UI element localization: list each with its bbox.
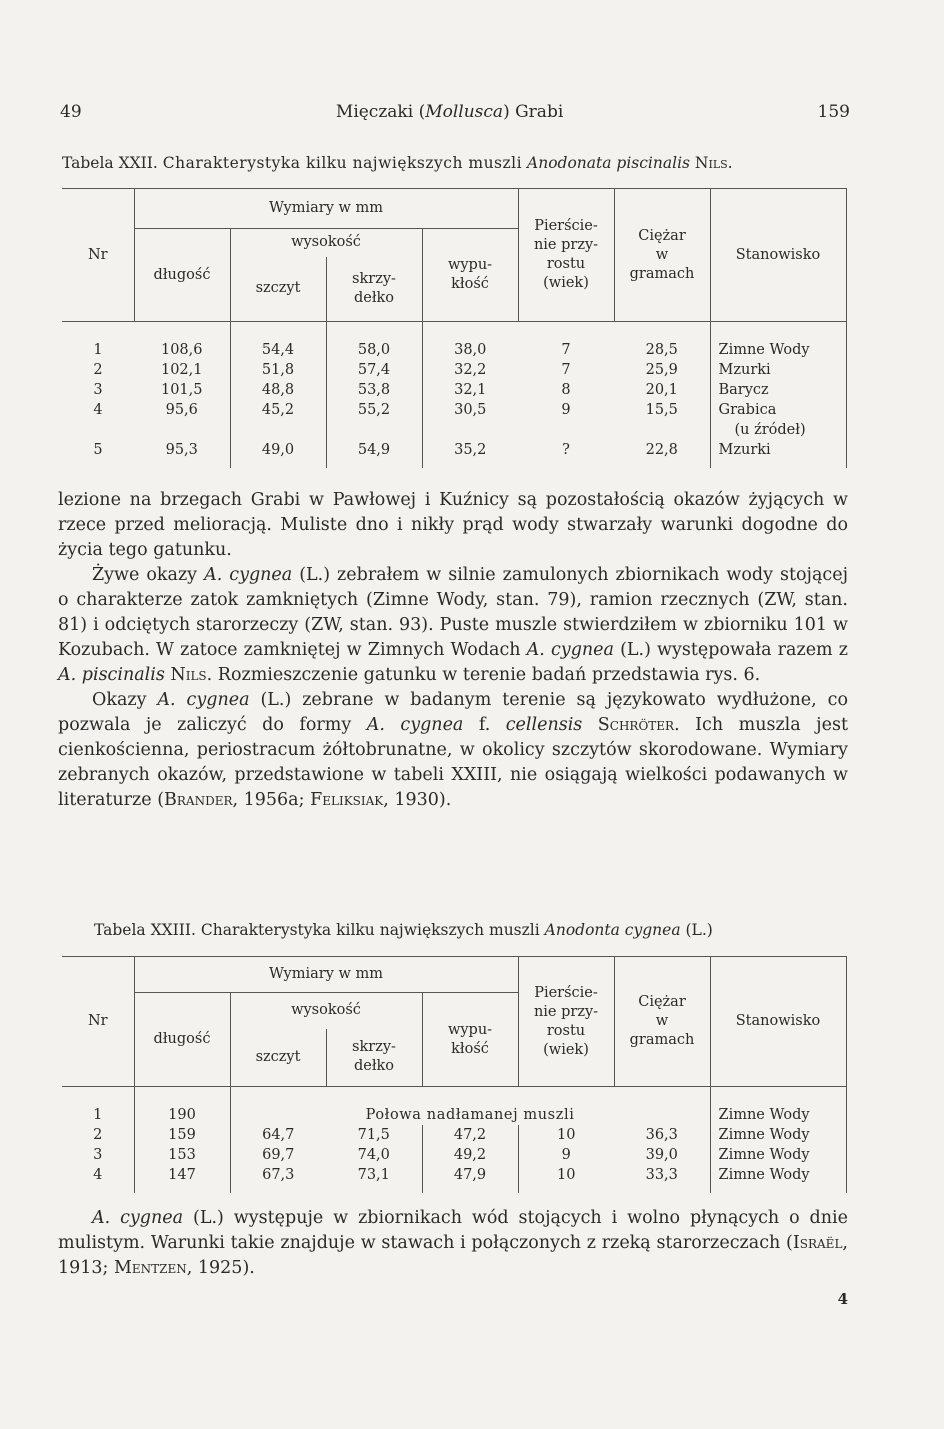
t2-r1-dlugosc: 190 xyxy=(134,1087,230,1126)
t1-h-skrzydelko: skrzy- dełko xyxy=(326,257,422,322)
table-row xyxy=(62,400,846,420)
t1-cell-ciezar xyxy=(614,420,710,440)
t2-cell-stanowisko: Zimne Wody xyxy=(710,1125,846,1145)
t1-cell-ciezar: 22,8 xyxy=(645,442,678,458)
table1-caption xyxy=(62,154,733,172)
signature-mark: 4 xyxy=(837,1290,848,1308)
t1-cell-dlugosc: 95,6 xyxy=(165,402,198,418)
t1-h-szczyt: szczyt xyxy=(230,257,326,322)
t2-cell-dlugosc: 153 xyxy=(134,1145,230,1165)
t1-h-ciezar: Ciężar w gramach xyxy=(614,189,710,322)
t1-cell-wypuklosc: 30,5 xyxy=(422,400,518,420)
t1-cell-wypuklosc: 32,1 xyxy=(422,380,518,400)
table2-caption-label: Tabela XXIII. xyxy=(94,921,196,939)
t1-cell-szczyt: 45,2 xyxy=(230,400,326,420)
t2-cell-wypuklosc: 47,2 xyxy=(422,1125,518,1145)
t1-cell-szczyt: 49,0 xyxy=(230,440,326,468)
t2-h-wypuklosc: wypu- kłość xyxy=(422,993,518,1087)
t1-cell-wypuklosc: 32,2 xyxy=(422,360,518,380)
t2-h-pierscienie: Pierście- nie przy- rostu (wiek) xyxy=(518,957,614,1087)
t2-h-skrzydelko: skrzy- dełko xyxy=(326,1029,422,1087)
table1-body xyxy=(62,322,846,469)
t1-cell-skrzydelko: 53,8 xyxy=(326,380,422,400)
t2-cell-ciezar: 33,3 xyxy=(645,1167,678,1183)
t2-cell-nr: 4 xyxy=(93,1167,103,1183)
t1-cell-nr: 2 xyxy=(93,362,103,378)
t1-cell-ciezar: 15,5 xyxy=(645,402,678,418)
table-row xyxy=(62,1125,846,1145)
paragraph-2: Żywe okazy A. cygnea (L.) zebrałem w silnie zamulonych zbiornikach wody stojącej o charakterze zatok zamkniętych (Zimne Wody, stan. 79), ramion rzecznych (ZW, stan. 81) i odciętych starorzeczy (ZW, stan. 93). Puste muszle stwierdziłem w zbiorniku 101 w Kozubach. W zatoce zamkniętej w Zimnych Wodach A. cygnea (L.) występowała razem z A. piscinalis Nils. Rozmieszczenie gatunku w terenie badań przedstawia rys. 6. xyxy=(58,565,849,685)
t2-cell-wypuklosc: 47,9 xyxy=(422,1165,518,1193)
body-text-2 xyxy=(58,1206,848,1281)
t1-cell-pierscienie: 8 xyxy=(561,382,571,398)
t1-cell-stanowisko: Barycz xyxy=(710,380,846,400)
t1-cell-ciezar: 20,1 xyxy=(645,382,678,398)
t2-cell-szczyt: 67,3 xyxy=(230,1165,326,1193)
t1-cell-dlugosc: 101,5 xyxy=(160,382,203,398)
table1-caption-author: Nils. xyxy=(694,154,733,172)
t1-cell-stanowisko: (u źródeł) xyxy=(710,420,846,440)
t1-h-dlugosc: długość xyxy=(134,229,230,322)
table-row xyxy=(62,440,846,468)
t2-cell-ciezar: 36,3 xyxy=(645,1127,678,1143)
table1-caption-label: Tabela XXII. xyxy=(62,154,158,172)
t1-cell-pierscienie: 9 xyxy=(561,402,571,418)
t1-cell-szczyt: 48,8 xyxy=(230,380,326,400)
t2-cell-nr: 2 xyxy=(93,1127,103,1143)
t1-cell-nr: 3 xyxy=(93,382,103,398)
t2-h-wysokosc: wysokość xyxy=(230,993,422,1029)
t1-cell-wypuklosc: 35,2 xyxy=(422,440,518,468)
t1-cell-szczyt: 51,8 xyxy=(230,360,326,380)
t2-cell-szczyt: 64,7 xyxy=(230,1125,326,1145)
t2-h-nr: Nr xyxy=(62,957,134,1087)
t2-cell-skrzydelko: 73,1 xyxy=(357,1167,390,1183)
t1-cell-nr: 5 xyxy=(93,442,103,458)
body-text-1 xyxy=(58,488,848,813)
table-row xyxy=(62,420,846,440)
t1-cell-dlugosc: 102,1 xyxy=(160,362,203,378)
table2-caption xyxy=(94,921,713,939)
t1-cell-dlugosc: 95,3 xyxy=(165,442,198,458)
t1-cell-pierscienie: 7 xyxy=(561,342,571,358)
t2-r1-note: Połowa nadłamanej muszli xyxy=(230,1087,710,1126)
t2-cell-pierscienie: 9 xyxy=(518,1145,614,1165)
t1-cell-szczyt: 54,4 xyxy=(230,322,326,361)
t2-h-ciezar: Ciężar w gramach xyxy=(614,957,710,1087)
t1-cell-stanowisko: Grabica xyxy=(710,400,846,420)
table-row xyxy=(62,1145,846,1165)
t1-cell-stanowisko: Zimne Wody xyxy=(710,322,846,361)
table2-caption-text: Charakterystyka kilku największych muszli xyxy=(200,921,540,939)
page-number: 159 xyxy=(817,102,850,122)
t1-cell-skrzydelko xyxy=(326,420,422,440)
table-row xyxy=(62,380,846,400)
table-row xyxy=(62,360,846,380)
t1-cell-pierscienie xyxy=(518,420,614,440)
t1-h-wymiary: Wymiary w mm xyxy=(134,189,518,229)
t2-h-stanowisko: Stanowisko xyxy=(710,957,846,1087)
t1-cell-ciezar: 25,9 xyxy=(645,362,678,378)
t1-cell-skrzydelko: 58,0 xyxy=(326,322,422,361)
table-row xyxy=(62,1165,846,1193)
running-title: Mięczaki (Mollusca) Grabi xyxy=(335,102,564,122)
t2-cell-wypuklosc: 49,2 xyxy=(422,1145,518,1165)
t2-cell-dlugosc: 159 xyxy=(134,1125,230,1145)
paragraph-3: Okazy A. cygnea (L.) zebrane w badanym terenie są językowato wydłużone, co pozwala je zaliczyć do formy A. cygnea f. cellensis Schröter. Ich muszla jest cienkościenna, periostracum żółtobrunatne, w okolicy szczytów skorodowane. Wymiary zebranych okazów, przedstawione w tabeli XXIII, nie osiągają wielkości podawanych w literaturze (Brander, 1956a; Feliksiak, 1930). xyxy=(58,690,848,810)
t1-cell-ciezar: 28,5 xyxy=(645,342,678,358)
t1-cell-skrzydelko: 54,9 xyxy=(326,440,422,468)
t2-cell-stanowisko: Zimne Wody xyxy=(710,1145,846,1165)
paragraph-4: A. cygnea (L.) występuje w zbiornikach wód stojących i wolno płynących o dnie mulistym. Warunki takie znajduje w stawach i połączonych z rzeką starorzeczach (Israël, 1913; Mentzen, 1925). xyxy=(58,1208,848,1278)
t2-cell-nr: 3 xyxy=(93,1147,103,1163)
t1-h-wysokosc: wysokość xyxy=(230,229,422,257)
t1-h-pierscienie: Pierście- nie przy- rostu (wiek) xyxy=(518,189,614,322)
t1-cell-szczyt xyxy=(230,420,326,440)
t2-cell-pierscienie: 10 xyxy=(518,1165,614,1193)
table2 xyxy=(62,956,847,1193)
t2-r1-stanowisko: Zimne Wody xyxy=(710,1087,846,1126)
t2-h-dlugosc: długość xyxy=(134,993,230,1087)
t1-cell-nr: 1 xyxy=(93,342,103,358)
t2-cell-skrzydelko: 74,0 xyxy=(357,1147,390,1163)
t1-cell-pierscienie: ? xyxy=(562,442,570,458)
page-left-number: 49 xyxy=(60,102,82,122)
t1-cell-nr xyxy=(62,420,134,440)
t1-h-stanowisko: Stanowisko xyxy=(710,189,846,322)
running-head xyxy=(60,100,850,124)
table2-caption-author: (L.) xyxy=(685,921,713,939)
t2-h-wymiary: Wymiary w mm xyxy=(134,957,518,993)
t1-cell-stanowisko: Mzurki xyxy=(710,360,846,380)
t2-cell-szczyt: 69,7 xyxy=(230,1145,326,1165)
table1 xyxy=(62,188,847,468)
table-row xyxy=(62,1087,846,1126)
t1-h-wypuklosc: wypu- kłość xyxy=(422,229,518,322)
t1-cell-dlugosc xyxy=(134,420,230,440)
t1-cell-dlugosc: 108,6 xyxy=(160,342,203,358)
paragraph-1: lezione na brzegach Grabi w Pawłowej i Kuźnicy są pozostałością okazów żyjących w rzece przed melioracją. Muliste dno i nikły prąd wody stwarzały warunki dogodne do życia tego gatunku. xyxy=(58,490,848,560)
t2-cell-ciezar: 39,0 xyxy=(645,1147,678,1163)
table1-caption-text: Charakterystyka kilku największych muszli xyxy=(162,154,523,172)
t2-h-szczyt: szczyt xyxy=(230,1029,326,1087)
t1-cell-pierscienie: 7 xyxy=(561,362,571,378)
t1-cell-nr: 4 xyxy=(93,402,103,418)
t1-cell-stanowisko: Mzurki xyxy=(710,440,846,468)
t1-cell-wypuklosc: 38,0 xyxy=(422,322,518,361)
table1-caption-species: Anodonata piscinalis xyxy=(527,154,690,172)
t2-cell-skrzydelko: 71,5 xyxy=(357,1127,390,1143)
t1-h-nr: Nr xyxy=(62,189,134,322)
table2-body xyxy=(62,1087,846,1194)
t1-cell-skrzydelko: 55,2 xyxy=(326,400,422,420)
t2-cell-dlugosc: 147 xyxy=(134,1165,230,1193)
t1-cell-skrzydelko: 57,4 xyxy=(326,360,422,380)
t2-r1-nr: 1 xyxy=(93,1107,103,1123)
t1-cell-wypuklosc xyxy=(422,420,518,440)
table-row xyxy=(62,322,846,361)
t2-cell-stanowisko: Zimne Wody xyxy=(710,1165,846,1193)
table2-caption-species: Anodonta cygnea xyxy=(544,921,681,939)
t2-cell-pierscienie: 10 xyxy=(518,1125,614,1145)
